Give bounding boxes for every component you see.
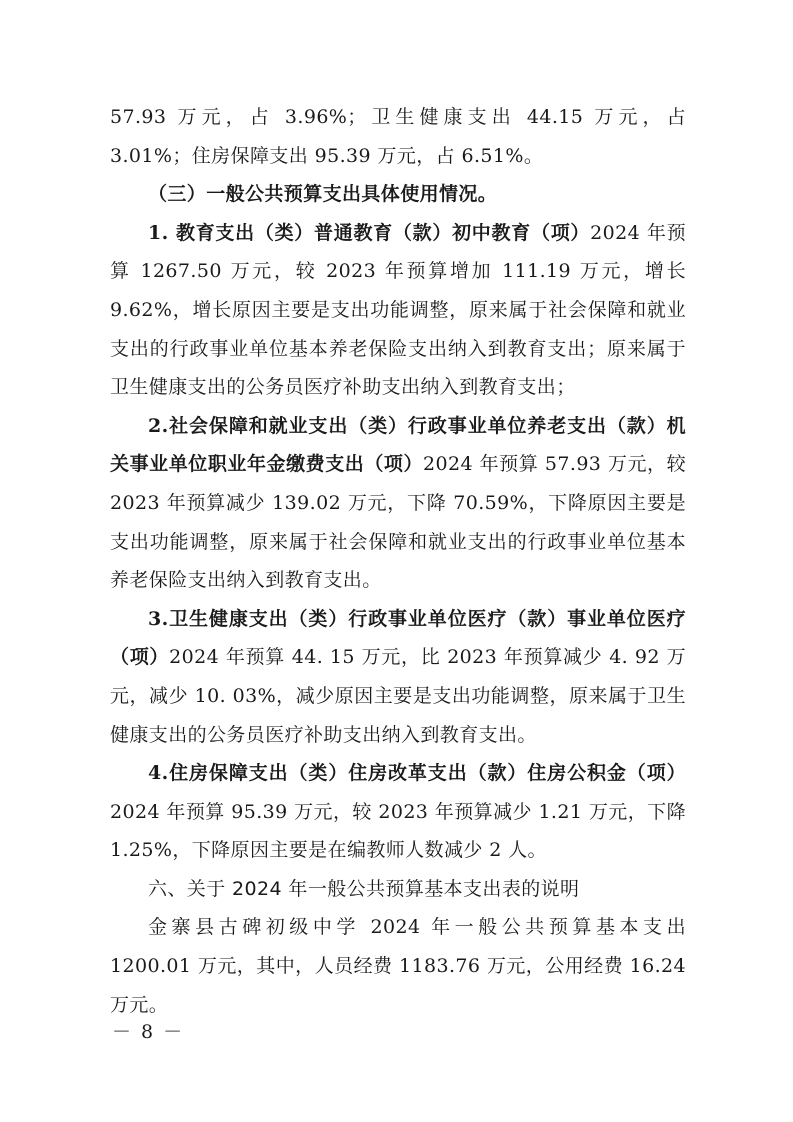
item-4-title: 4.住房保障支出（类）住房改革支出（款）住房公积金（项） [148,762,686,785]
paragraph-item-1 [110,214,686,407]
section-6-heading: 六、关于 2024 年一般公共预算基本支出表的说明 [148,877,580,900]
document-body [110,98,686,1024]
item-1-text: 2024 年预算 1267.50 万元，较 2023 年预算增加 111.19 万元，增长 9.62%，增长原因主要是支出功能调整，原来属于社会保障和就业支出的行政事业单位基本养老保险支出纳入到教育支出；原来属于卫生健康支出的公务员医疗补助支出纳入到教育支出； [110,221,686,399]
paragraph-expense-shares: 57.93 万元，占 3.96%；卫生健康支出 44.15 万元，占 3.01%；住房保障支出 95.39 万元，占 6.51%。 [110,106,686,167]
page-number: － 8 － [112,1021,185,1043]
paragraph-item-3 [110,600,686,754]
paragraph-item-2 [110,407,686,600]
item-2-text: 2024 年预算 57.93 万元，较 2023 年预算减少 139.02 万元，下降 70.59%，下降原因主要是支出功能调整，原来属于社会保障和就业支出的行政事业单位基本养老保险支出纳入到教育支出。 [110,453,686,592]
item-4-text: 2024 年预算 95.39 万元，较 2023 年预算减少 1.21 万元，下降 1.25%，下降原因主要是在编教师人数减少 2 人。 [110,800,686,862]
section-heading-expense-usage: （三）一般公共预算支出具体使用情况。 [148,183,498,206]
item-3-text: 2024 年预算 44. 15 万元，比 2023 年预算减少 4. 92 万元，减少 10. 03%，减少原因主要是支出功能调整，原来属于卫生健康支出的公务员医疗补助支出纳入到教育支出。 [110,646,686,746]
paragraph-item-4 [110,754,686,870]
item-1-title: 1. 教育支出（类）普通教育（款）初中教育（项） [148,221,591,244]
item-3-title: 3.卫生健康支出（类）行政事业单位医疗（款）事业单位医疗（项） [110,607,686,669]
paragraph-section-6: 金寨县古碑初级中学 2024 年一般公共预算基本支出 1200.01 万元，其中，人员经费 1183.76 万元，公用经费 16.24 万元。 [110,916,686,1016]
item-2-title: 2.社会保障和就业支出（类）行政事业单位养老支出（款）机关事业单位职业年金缴费支出（项） [110,414,686,476]
